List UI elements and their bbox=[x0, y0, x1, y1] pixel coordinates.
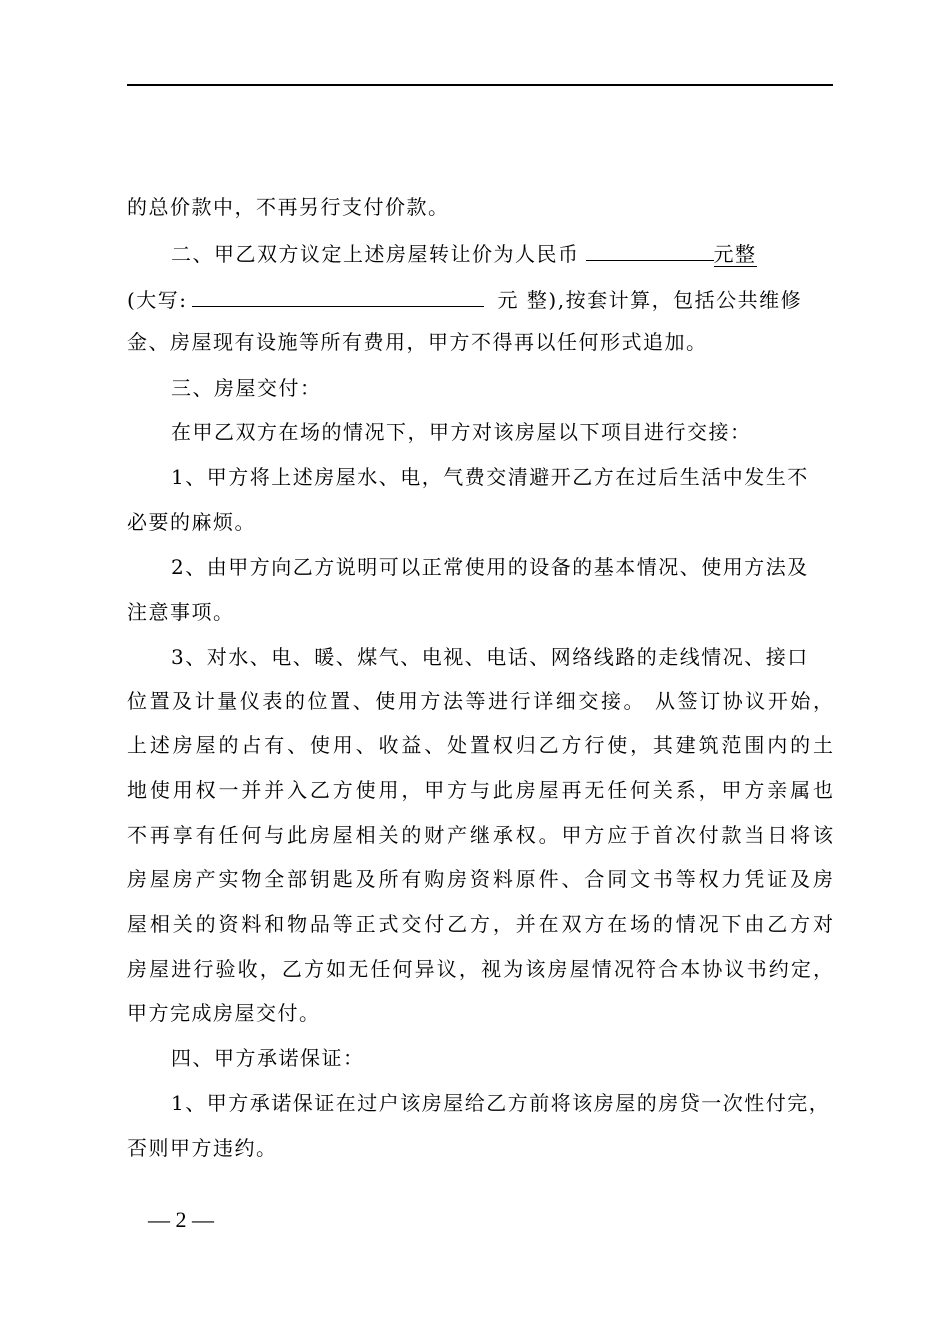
capital-amount-line bbox=[127, 286, 802, 312]
list-item-3-cont: 房屋房产实物全部钥匙及所有购房资料原件、合同文书等权力凭证及房 bbox=[127, 867, 833, 891]
capital-amount-blank[interactable] bbox=[192, 286, 484, 307]
list-item-3-cont: 位置及计量仪表的位置、使用方法等进行详细交接。 从签订协议开始， bbox=[127, 689, 833, 713]
list-item-1-cont: 必要的麻烦。 bbox=[127, 510, 256, 534]
list-item-3: 3、对水、电、暖、煤气、电视、电话、网络线路的走线情况、接口 bbox=[171, 645, 809, 669]
list-item-1-cont: 否则甲方违约。 bbox=[127, 1136, 278, 1160]
list-item-2: 2、由甲方向乙方说明可以正常使用的设备的基本情况、使用方法及 bbox=[171, 555, 809, 579]
price-amount-blank[interactable] bbox=[586, 240, 714, 261]
capital-unit-text: 元 整),按套计算，包括公共维修 bbox=[497, 288, 803, 312]
list-item-1: 1、甲方承诺保证在过户该房屋给乙方前将该房屋的房贷一次性付完， bbox=[171, 1091, 831, 1115]
list-item-3-cont: 房屋进行验收，乙方如无任何异议，视为该房屋情况符合本协议书约定， bbox=[127, 957, 833, 981]
page-number: — 2 — bbox=[148, 1207, 214, 1232]
paragraph-line: 金、房屋现有设施等所有费用，甲方不得再以任何形式追加。 bbox=[127, 330, 708, 354]
list-item-3-cont: 上述房屋的占有、使用、收益、处置权归乙方行使，其建筑范围内的土 bbox=[127, 733, 833, 757]
price-clause-line bbox=[171, 240, 757, 266]
header-rule bbox=[127, 84, 833, 86]
list-item-3-cont: 地使用权一并并入乙方使用，甲方与此房屋再无任何关系，甲方亲属也 bbox=[127, 778, 833, 802]
price-clause-text: 二、甲乙双方议定上述房屋转让价为人民币 bbox=[171, 242, 580, 266]
paragraph-line: 在甲乙双方在场的情况下，甲方对该房屋以下项目进行交接： bbox=[171, 420, 752, 444]
list-item-3-cont: 屋相关的资料和物品等正式交付乙方，并在双方在场的情况下由乙方对 bbox=[127, 912, 833, 936]
list-item-1: 1、甲方将上述房屋水、电，气费交清避开乙方在过后生活中发生不 bbox=[171, 465, 809, 489]
list-item-2-cont: 注意事项。 bbox=[127, 600, 235, 624]
section-heading-delivery: 三、房屋交付： bbox=[171, 376, 322, 400]
list-item-3-cont: 甲方完成房屋交付。 bbox=[127, 1001, 321, 1025]
paragraph-line: 的总价款中，不再另行支付价款。 bbox=[127, 195, 450, 219]
list-item-3-cont: 不再享有任何与此房屋相关的财产继承权。甲方应于首次付款当日将该 bbox=[127, 823, 833, 847]
capital-label: (大写: bbox=[127, 288, 188, 312]
price-unit: 元整 bbox=[713, 242, 757, 266]
section-heading-guarantee: 四、甲方承诺保证： bbox=[171, 1046, 365, 1070]
